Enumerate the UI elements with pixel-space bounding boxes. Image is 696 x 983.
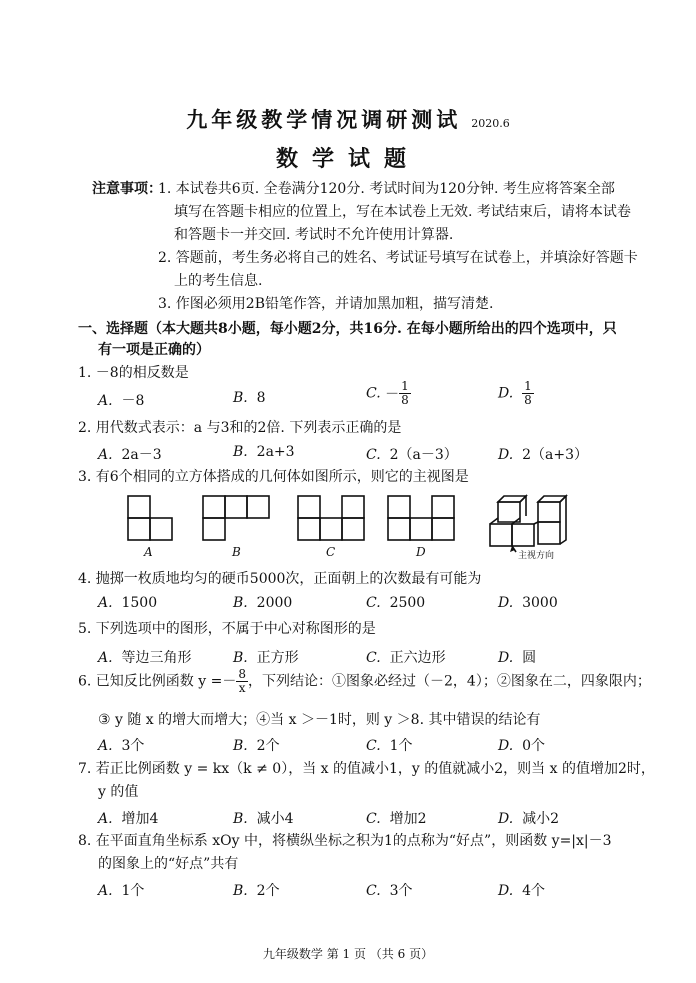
q2-option-a [98,444,162,464]
q4-option-a [98,595,157,611]
note-3: 3. 作图必须用2B铅笔作答，并请加黑加粗，描写清楚. [158,296,494,312]
q5-option-b [233,647,299,667]
q1-option-d [498,380,534,407]
q4-option-c [366,595,425,611]
q1-c-sign: － [385,386,400,403]
q1-option-a [98,390,144,410]
q6-stem-post: ，下列结论：①图象必经过（－2，4）；②图象在二，四象限内； [248,673,651,690]
q6-stem-cont: ③ y 随 x 的增大而增大；④当 x ＞－1时，则 y ＞8. 其中错误的结论有 [98,712,541,728]
q3-figure-b [203,496,269,540]
q6-option-b [233,735,280,755]
page-footer: 九年级数学 第 1 页 （共 6 页） [262,947,434,961]
title-text: 九年级教学情况调研测试 [186,107,462,132]
notes-label: 注意事项： [92,181,162,197]
q2-b-label: B. [233,444,248,460]
q6-d-label: D. [498,738,514,754]
q7-c-label: C. [366,811,381,827]
q3-stem: 3. 有6个相同的立方体搭成的几何体如图所示，则它的主视图是 [78,469,469,485]
q1-c-label: C. [366,385,381,402]
exam-subtitle: 数学试题 [275,146,420,172]
q3-figure-d [388,496,454,540]
q5-stem: 5. 下列选项中的图形，不属于中心对称图形的是 [78,621,376,637]
q7-b-text: 减小4 [256,811,294,827]
q8-c-label: C. [366,883,381,899]
q5-d-label: D. [498,650,514,666]
q4-a-text: 1500 [121,595,158,611]
q7-d-text: 减小2 [522,811,560,827]
q2-option-b [233,444,295,460]
q7-option-c [366,808,427,828]
q8-option-a [98,880,144,900]
q5-a-label: A. [98,650,113,666]
q6-frac-num: 8 [238,667,246,681]
q1-c-num: 1 [401,379,409,393]
q3-figure-c [298,496,364,540]
q7-c-text: 增加2 [389,811,427,827]
q8-b-label: B. [233,883,248,899]
q6-stem [78,668,651,695]
q6-fraction [236,668,248,695]
q4-a-label: A. [98,595,113,611]
q3-b-label: B [232,545,241,559]
q4-d-text: 3000 [522,595,558,611]
q2-option-c [366,444,458,464]
q8-option-c [366,880,413,900]
q1-b-text: 8 [256,390,266,406]
q6-c-text: 1个 [389,738,413,754]
q2-a-label: A. [98,447,113,463]
q4-option-b [233,595,292,611]
q1-c-fraction [399,380,411,407]
q4-b-text: 2000 [256,595,293,611]
q2-c-label: C. [366,447,381,463]
q5-b-label: B. [233,650,248,666]
q6-b-text: 2个 [256,738,280,754]
q5-option-d [498,647,536,667]
q1-b-label: B. [233,390,248,406]
q6-frac-den: x [238,681,246,695]
q2-stem: 2. 用代数式表示：a 与3和的2倍. 下列表示正确的是 [78,420,402,436]
note-1-cont: 填写在答题卡相应的位置上，写在本试卷上无效. 考试结束后，请将本试卷 [174,204,631,220]
q1-d-num: 1 [524,379,532,393]
q8-b-text: 2个 [256,883,280,899]
section-heading: 一、选择题（本大题共8小题，每小题2分，共16分. 在每小题所给出的四个选项中，只 [78,321,617,337]
q1-d-label: D. [498,385,514,402]
q7-option-d [498,808,559,828]
q3-d-label: D [416,545,426,559]
q1-option-b [233,390,266,406]
q4-c-text: 2500 [389,595,426,611]
q7-b-label: B. [233,811,248,827]
q1-d-fraction [522,380,534,407]
q1-stem: 1. －8的相反数是 [78,365,189,381]
q8-d-text: 4个 [522,883,546,899]
q6-d-text: 0个 [522,738,546,754]
q5-option-a [98,647,191,667]
q2-option-d [498,444,588,464]
q3-a-label: A [144,545,153,559]
q8-a-label: A. [98,883,113,899]
q8-a-text: 1个 [121,883,145,899]
q6-a-text: 3个 [121,738,145,754]
q5-c-label: C. [366,650,381,666]
note-2-cont: 上的考生信息. [174,273,263,289]
q6-option-d [498,735,545,755]
q7-option-b [233,808,294,828]
q1-a-label: A. [98,393,113,409]
q2-a-text: 2a－3 [121,447,162,463]
q5-b-text: 正方形 [256,650,299,666]
q1-option-c [366,380,411,407]
section-heading-cont: 有一项是正确的） [98,342,210,358]
q7-d-label: D. [498,811,514,827]
q6-option-a [98,735,144,755]
q1-a-text: －8 [121,393,145,409]
q1-d-den: 8 [524,393,532,407]
q8-stem-cont: 的图象上的“好点”共有 [98,856,239,872]
q6-c-label: C. [366,738,381,754]
q7-a-label: A. [98,811,113,827]
q5-a-text: 等边三角形 [121,650,192,666]
q1-c-den: 8 [401,393,409,407]
q6-a-label: A. [98,738,113,754]
q3-view-label: 主视方向 [518,551,555,561]
note-1: 1. 本试卷共6页. 全卷满分120分. 考试时间为120分钟. 考生应将答案全部 [158,181,615,197]
q7-stem-cont: y 的值 [98,784,139,800]
note-1-cont2: 和答题卡一并交回. 考试时不允许使用计算器. [174,227,454,243]
q4-stem: 4. 抛掷一枚质地均匀的硬币5000次，正面朝上的次数最有可能为 [78,571,482,587]
arrow-icon [510,546,515,552]
q5-c-text: 正六边形 [389,650,446,666]
q6-b-label: B. [233,738,248,754]
q2-b-text: 2a+3 [256,444,295,460]
q4-d-label: D. [498,595,514,611]
q5-option-c [366,647,446,667]
q4-option-d [498,595,558,611]
exam-title [0,104,696,134]
q7-option-a [98,808,158,828]
q8-option-d [498,880,545,900]
q2-d-text: 2（a+3） [522,447,588,463]
q8-c-text: 3个 [389,883,413,899]
q6-option-c [366,735,413,755]
q6-stem-pre: 6. 已知反比例函数 y =－ [78,673,237,690]
q4-c-label: C. [366,595,381,611]
q3-figures [120,492,600,562]
q8-option-b [233,880,280,900]
q8-stem: 8. 在平面直角坐标系 xOy 中，将横纵坐标之积为1的点称为“好点”，则函数 y=|x|－3 [78,833,612,849]
q4-b-label: B. [233,595,248,611]
q3-c-label: C [326,545,336,559]
q7-stem: 7. 若正比例函数 y = kx（k ≠ 0），当 x 的值减小1，y 的值就减小2，则当 x 的值增加2时， [78,761,655,777]
q2-d-label: D. [498,447,514,463]
q5-d-text: 圆 [522,650,537,666]
q3-figure-a [128,496,172,540]
note-2: 2. 答题前，考生务必将自己的姓名、考试证号填写在试卷上，并填涂好答题卡 [158,250,638,266]
q3-solid-figure [490,496,566,552]
q7-a-text: 增加4 [121,811,159,827]
q8-d-label: D. [498,883,514,899]
exam-date: 2020.6 [471,117,510,130]
q2-c-text: 2（a－3） [389,447,458,463]
